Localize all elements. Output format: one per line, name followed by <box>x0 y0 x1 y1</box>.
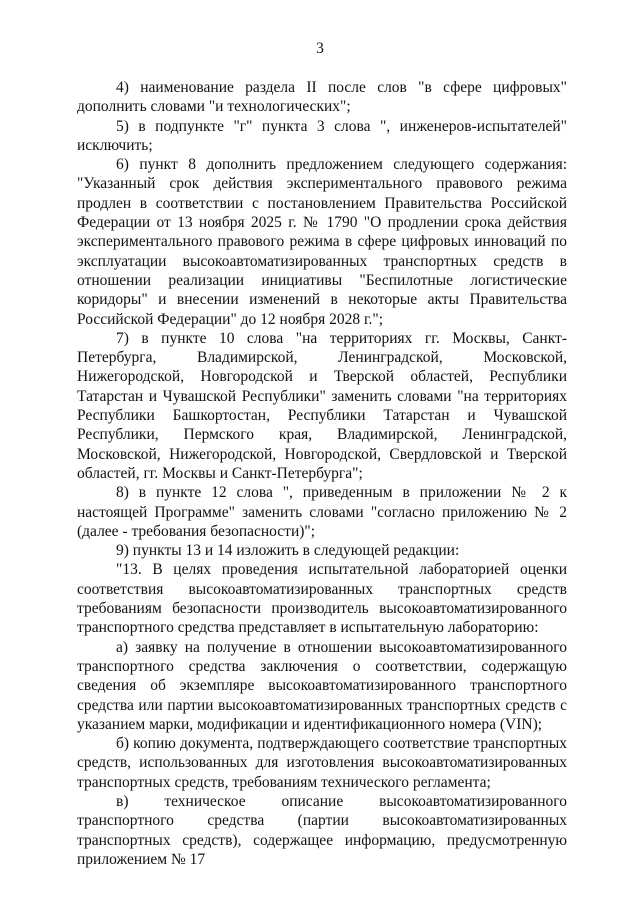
paragraph-subpoint-a: а) заявку на получение в отношении высокоавтоматизированного транспортного средства заключения о соответствии, содержащую сведения об экземпляре высокоавтоматизированного транспортного средства или партии высокоавтоматизированных транспортных средств с указанием марки, модификации и идентификационного номера (VIN); <box>77 638 567 733</box>
paragraph-point-13: "13. В целях проведения испытательной лабораторией оценки соответствия высокоавтоматизированных транспортных средств требованиям безопасности производитель высокоавтоматизированного транспортного средства представляет в испытательную лабораторию: <box>77 561 567 637</box>
paragraph-item-5: 5) в подпункте "г" пункта 3 слова ", инженеров-испытателей" исключить; <box>77 117 567 154</box>
paragraph-item-4: 4) наименование раздела II после слов "в сфере цифровых" дополнить словами "и технологических"; <box>77 79 567 116</box>
paragraph-item-8: 8) в пункте 12 слова ", приведенным в приложении № 2 к настоящей Программе" заменить словами "согласно приложению № 2 (далее - требования безопасности)"; <box>77 484 567 540</box>
paragraph-item-6: 6) пункт 8 дополнить предложением следующего содержания: "Указанный срок действия экспериментального правового режима продлен в соответствии с постановлением Правительства Российской Федерации от 13 ноября 2025 г. № 1790 "О продлении срока действия экспериментального правового режима в сфере цифровых инноваций по эксплуатации высокоавтоматизированных транспортных средств в отношении реализации инициативы "Беспилотные логистические коридоры" и внесении изменений в некоторые акты Правительства Российской Федерации" до 12 ноября 2028 г."; <box>77 156 567 328</box>
paragraph-subpoint-b: б) копию документа, подтверждающего соответствие транспортных средств, использованных для изготовления высокоавтоматизированных транспортных средств, требованиям технического регламента; <box>77 735 567 791</box>
document-body <box>77 78 567 869</box>
page-number: 3 <box>316 40 324 57</box>
paragraph-subpoint-v: в) техническое описание высокоавтоматизированного транспортного средства (партии высокоавтоматизированных транспортных средств), содержащее информацию, предусмотренную приложением № 17 <box>77 792 567 868</box>
paragraph-item-7: 7) в пункте 10 слова "на территориях гг. Москвы, Санкт-Петербурга, Владимирской, Ленинградской, Московской, Нижегородской, Новгородской и Тверской областей, Республики Татарстан и Чувашской Республики" заменить словами "на территориях Республики Башкортостан, Республики Татарстан и Чувашской Республики, Пермского края, Владимирской, Ленинградской, Московской, Нижегородской, Новгородской, Свердловской и Тверской областей, гг. Москвы и Санкт-Петербурга"; <box>77 329 567 482</box>
paragraph-item-9: 9) пункты 13 и 14 изложить в следующей редакции: <box>116 542 460 560</box>
